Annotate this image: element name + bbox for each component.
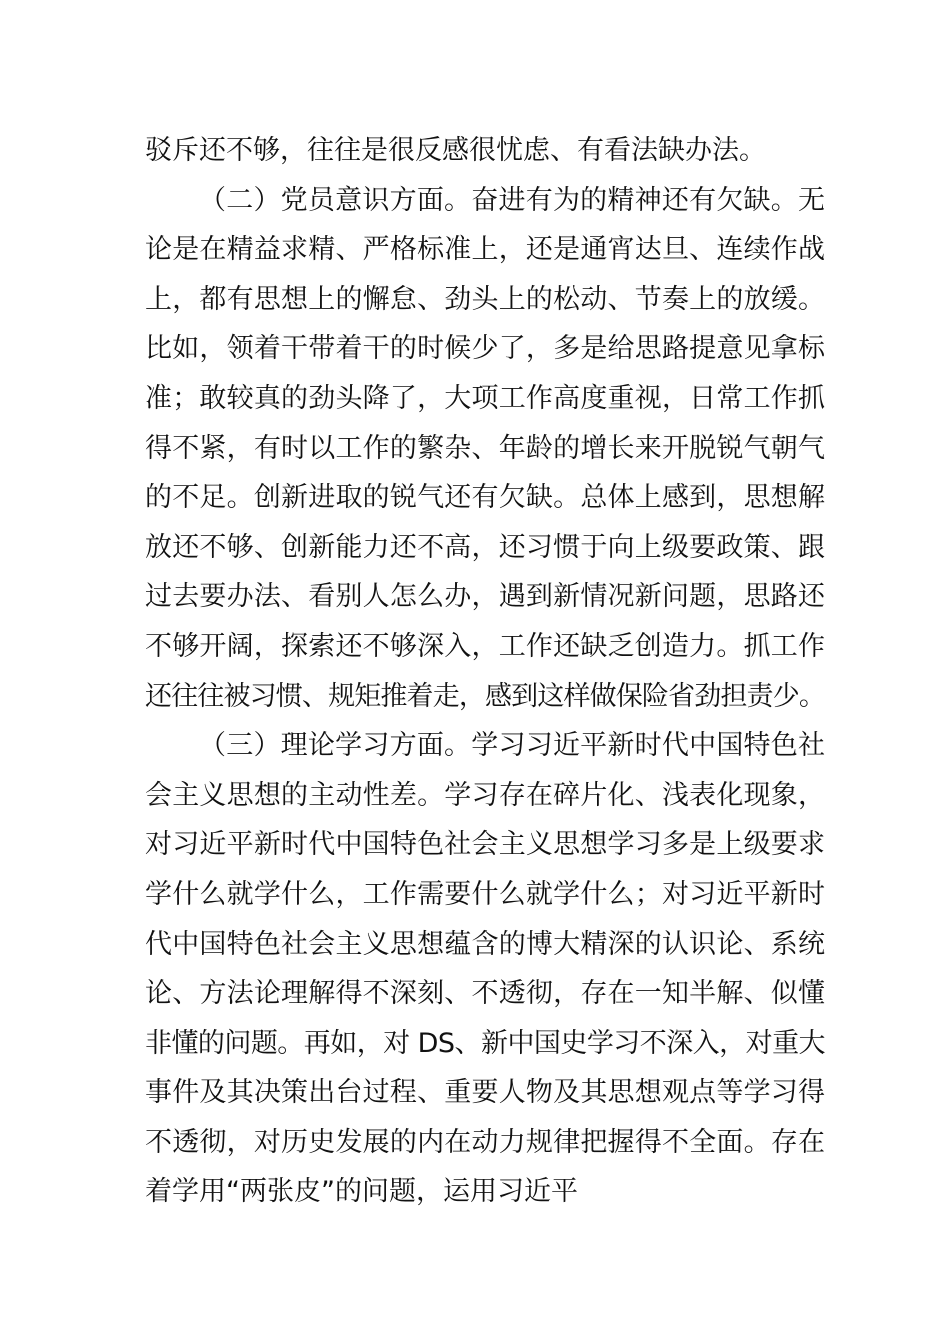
paragraph-start-line: （二）党员意识方面。奋进有为的精神还有欠缺。无 [199,184,825,216]
paragraph-start-line: （三）理论学习方面。学习习近平新时代中国特色社 [199,730,825,762]
text-line: 会主义思想的主动性差。学习存在碎片化、浅表化现象， [145,779,825,811]
text-line: 对习近平新时代中国特色社会主义思想学习多是上级要求 [145,829,825,861]
text-line: 得不紧，有时以工作的繁杂、年龄的增长来开脱锐气朝气 [145,432,825,464]
text-line: 着学用“两张皮”的问题，运用习近平 [145,1176,578,1208]
text-line: 不透彻，对历史发展的内在动力规律把握得不全面。存在 [145,1126,825,1158]
text-line: 还往往被习惯、规矩推着走，感到这样做保险省劲担责少。 [145,680,825,712]
text-line: 学什么就学什么，工作需要什么就学什么；对习近平新时 [145,878,825,910]
text-line: 准；敢较真的劲头降了，大项工作高度重视，日常工作抓 [145,382,825,414]
text-line: 上，都有思想上的懈怠、劲头上的松动、节奏上的放缓。 [145,283,825,315]
text-line: 论是在精益求精、严格标准上，还是通宵达旦、连续作战 [145,234,825,266]
body-text [145,126,825,1217]
text-line: 非懂的问题。再如，对 DS、新中国史学习不深入，对重大 [145,1027,825,1059]
text-line: 论、方法论理解得不深刻、不透彻，存在一知半解、似懂 [145,978,825,1010]
text-line: 过去要办法、看别人怎么办，遇到新情况新问题，思路还 [145,581,825,613]
text-line: 事件及其决策出台过程、重要人物及其思想观点等学习得 [145,1077,825,1109]
text-line: 的不足。创新进取的锐气还有欠缺。总体上感到，思想解 [145,482,825,514]
text-line: 代中国特色社会主义思想蕴含的博大精深的认识论、系统 [145,928,825,960]
text-line: 比如，领着干带着干的时候少了，多是给思路提意见拿标 [145,333,825,365]
text-line: 驳斥还不够，往往是很反感很忧虑、有看法缺办法。 [145,135,766,166]
text-line: 放还不够、创新能力还不高，还习惯于向上级要政策、跟 [145,531,825,563]
text-line: 不够开阔，探索还不够深入，工作还缺乏创造力。抓工作 [145,630,825,662]
